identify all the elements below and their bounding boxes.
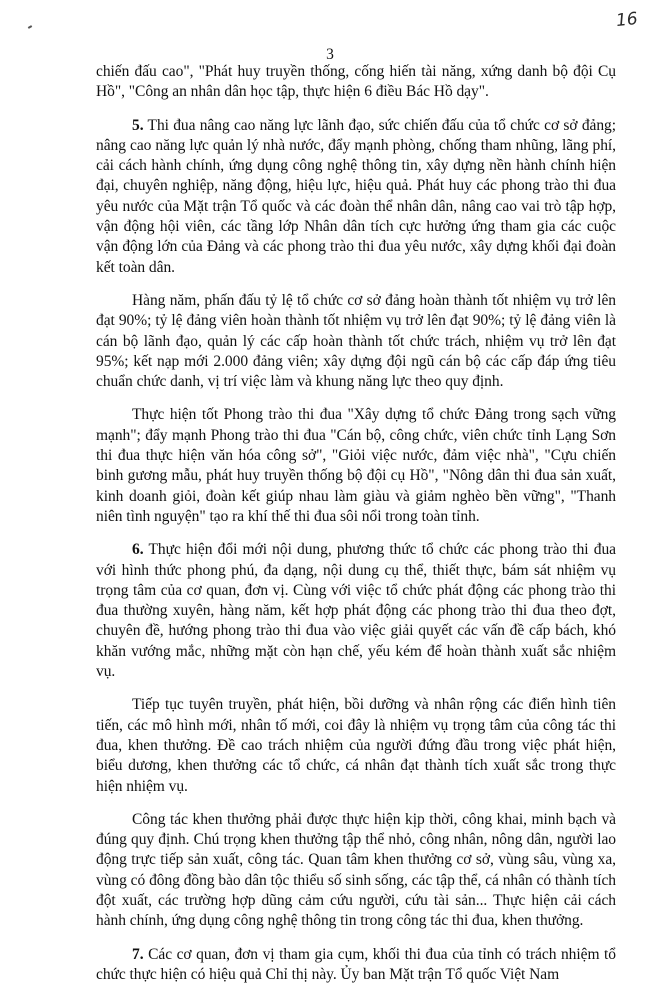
paragraph-text: Các cơ quan, đơn vị tham gia cụm, khối thi đua của tỉnh có trách nhiệm tổ chức thực hiện có hiệu quả Chỉ thị này. Ủy ban Mặt trận Tổ quốc Việt Nam bbox=[96, 945, 616, 983]
paragraph-advanced-models bbox=[96, 695, 616, 796]
paragraph-commendation-work bbox=[96, 810, 616, 932]
paragraph-text: Tiếp tục tuyên truyền, phát hiện, bồi dưỡng và nhân rộng các điển hình tiên tiến, các mô hình mới, nhân tố mới, coi đây là nhiệm vụ trọng tâm của công tác thi đua, khen thưởng. Đề cao trách nhiệm của người đứng đầu trong việc phát hiện, biểu dương, khen thưởng các tổ chức, cá nhân đạt thành tích xuất sắc trong thực hiện nhiệm vụ. bbox=[96, 696, 616, 795]
paragraph-text: Thực hiện đổi mới nội dung, phương thức tổ chức các phong trào thi đua với hình thức phong phú, đa dạng, nội dung cụ thể, thiết thực, bám sát nhiệm vụ trọng tâm của cơ quan, đơn vị. Cùng với việc tổ chức phát động các phong trào thi đua thường xuyên, hàng năm, kết hợp phát động các phong trào thi đua theo đợt, chuyên đề, hướng phong trào thi đua vào việc giải quyết các vấn đề cấp bách, khó khăn vướng mắc, những mặt còn hạn chế, yếu kém để hoàn thành xuất sắc nhiệm vụ. bbox=[96, 541, 616, 681]
scan-mark bbox=[28, 25, 32, 29]
paragraph-text: Công tác khen thưởng phải được thực hiện kịp thời, công khai, minh bạch và đúng quy định. Chú trọng khen thưởng tập thể nhỏ, công nhân, nông dân, người lao động trực tiếp sản xuất, công tác. Quan tâm khen thưởng cơ sở, vùng sâu, vùng xa, vùng có đông đồng bào dân tộc thiểu số sinh sống, các tập thể, cá nhân có thành tích đột xuất, các trường hợp dũng cảm cứu người, cứu tài sản... Thực hiện cải cách hành chính, ứng dụng công nghệ thông tin trong công tác thi đua, khen thưởng. bbox=[96, 810, 616, 930]
body-text bbox=[96, 62, 616, 998]
paragraph-section-7 bbox=[96, 945, 616, 986]
paragraph-text: Hàng năm, phấn đấu tỷ lệ tổ chức cơ sở đảng hoàn thành tốt nhiệm vụ trở lên đạt 90%; tỷ lệ đảng viên hoàn thành tốt nhiệm vụ trở lên đạt 90%; tỷ lệ đảng viên là cán bộ lãnh đạo, quản lý các cấp hoàn thành tốt chức trách, nhiệm vụ trở lên đạt 95%; kết nạp mới 2.000 đảng viên; xây dựng đội ngũ cán bộ các cấp đáp ứng tiêu chuẩn chức danh, vị trí việc làm và khung năng lực theo quy định. bbox=[96, 291, 616, 391]
handwritten-page-mark: 16 bbox=[615, 8, 639, 32]
paragraph-section-5 bbox=[96, 116, 616, 278]
paragraph-section-6 bbox=[96, 540, 616, 682]
paragraph-text: Thi đua nâng cao năng lực lãnh đạo, sức chiến đấu của tổ chức cơ sở đảng; nâng cao năng lực quản lý nhà nước, đẩy mạnh phòng, chống tham nhũng, lãng phí, cải cách hành chính, ứng dụng công nghệ thông tin, xây dựng nền hành chính hiện đại, chuyên nghiệp, năng động, hiệu lực, hiệu quả. Phát huy các phong trào thi đua yêu nước của Mặt trận Tổ quốc và các đoàn thể nhân dân, nâng cao vai trò tập hợp, vận động hội viên, các tầng lớp Nhân dân tích cực hưởng ứng tham gia các cuộc vận động lớn của Đảng và các phong trào thi đua yêu nước, xây dựng khối đại đoàn kết toàn dân. bbox=[96, 116, 616, 276]
paragraph-emulation-movements bbox=[96, 405, 616, 527]
paragraph-continuation bbox=[96, 62, 616, 103]
page-number: 3 bbox=[326, 46, 334, 63]
section-number: 5. bbox=[132, 116, 144, 134]
paragraph-text: Thực hiện tốt Phong trào thi đua "Xây dựng tổ chức Đảng trong sạch vững mạnh"; đẩy mạnh Phong trào thi đua "Cán bộ, công chức, viên chức tỉnh Lạng Sơn thi đua thực hiện văn hóa công sở", "Giỏi việc nước, đảm việc nhà", "Cựu chiến binh gương mẫu, phát huy truyền thống bộ đội cụ Hồ", "Nông dân thi đua sản xuất, kinh doanh giỏi, đoàn kết giúp nhau làm giàu và giảm nghèo bền vững", "Thanh niên tình nguyện" tạo ra khí thế thi đua sôi nổi trong toàn tỉnh. bbox=[96, 406, 616, 525]
section-number: 7. bbox=[132, 945, 144, 963]
paragraph-text: chiến đấu cao", "Phát huy truyền thống, cống hiến tài năng, xứng danh bộ đội Cụ Hồ", "Công an nhân dân học tập, thực hiện 6 điều Bác Hồ dạy". bbox=[96, 63, 616, 101]
section-number: 6. bbox=[132, 541, 144, 559]
paragraph-annual-targets bbox=[96, 291, 616, 392]
